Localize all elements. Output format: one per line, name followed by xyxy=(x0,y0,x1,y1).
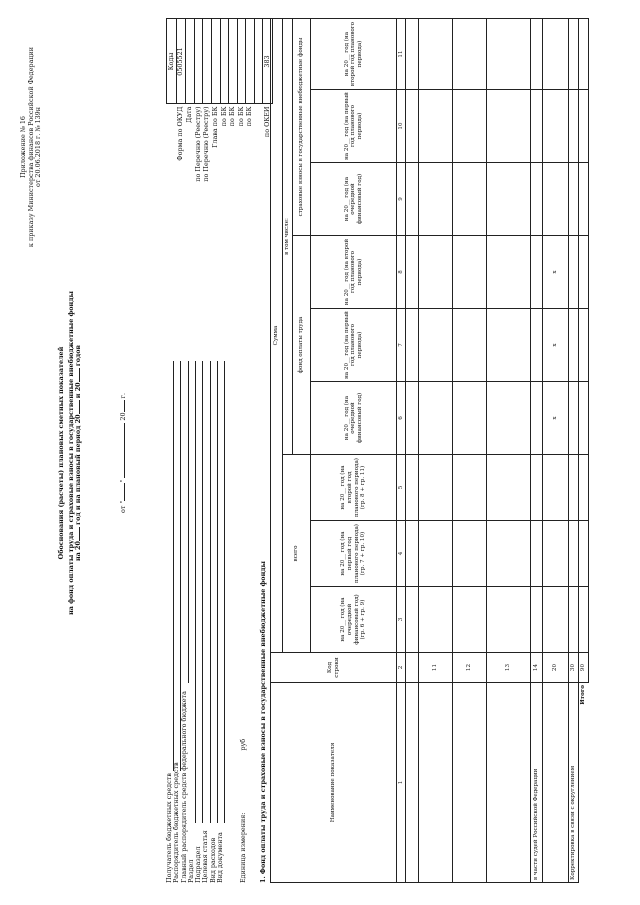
row-code: 20 xyxy=(543,653,569,683)
table-row xyxy=(453,19,487,883)
table-row xyxy=(406,19,419,883)
field-section: Раздел xyxy=(186,859,195,883)
section-title: 1. Фонд оплаты труда и страховые взносы в государственные внебюджетные фонды xyxy=(259,561,267,883)
code-label: по БК xyxy=(228,106,237,127)
total-row xyxy=(579,19,589,883)
col-total-second xyxy=(311,455,397,521)
code-label: по Перечню (Реестру) xyxy=(202,106,211,182)
document-title xyxy=(58,173,83,733)
date-quote-close: " xyxy=(119,479,127,483)
unit-row xyxy=(240,643,247,883)
field-line xyxy=(217,361,218,823)
table-row xyxy=(569,19,579,883)
cross-mark: x xyxy=(543,236,569,309)
year-label: на 20__ год (на очередной финансовый год) xyxy=(340,594,360,645)
field-line xyxy=(195,361,196,823)
main-table xyxy=(270,18,589,883)
row-name: Корректировка в связи с округлением xyxy=(569,683,579,883)
col-ins-second: на 20__ год (на второй год планового периода) xyxy=(311,19,397,90)
col-code-header: Код строки xyxy=(271,653,397,683)
row-name xyxy=(453,683,487,883)
col-ins-first: на 20__ год (на первый год планового периода) xyxy=(311,90,397,163)
col-num: 2 xyxy=(397,653,406,683)
col-num: 4 xyxy=(397,521,406,587)
approval-line-3: от 20.06.2018 г. № 139н xyxy=(34,107,43,187)
cross-mark: x xyxy=(543,382,569,455)
incl-header: в том числе: xyxy=(283,19,293,455)
title-year-mid2: и 20 xyxy=(74,382,83,399)
title-line-5 xyxy=(75,173,83,733)
codes-block xyxy=(166,19,273,309)
col-num: 11 xyxy=(397,19,406,90)
field-target-item: Целевая статья xyxy=(201,830,210,883)
row-code: 13 xyxy=(487,653,531,683)
code-value xyxy=(186,19,195,104)
col-num: 1 xyxy=(397,683,406,883)
title-line-1: Обоснования (расчеты) плановых сметных показателей xyxy=(57,346,65,560)
approval-line-2: к приказу Министерства финансов Российской Федерации xyxy=(26,46,35,248)
row-code: 30 xyxy=(569,653,579,683)
doc-type-hint xyxy=(224,643,231,883)
approval-line-1: Приложение № 16 xyxy=(19,115,27,179)
year-label: на 20__ год (на второй год планового периода) xyxy=(340,458,360,517)
field-line xyxy=(173,361,174,771)
code-label xyxy=(254,104,262,309)
row-code: 14 xyxy=(531,653,543,683)
sums-header: Сумма xyxy=(271,19,283,653)
table-row xyxy=(487,19,531,883)
field-chief-manager: Главный распорядитель средств федерального бюджета xyxy=(179,691,188,883)
codes-table xyxy=(166,19,273,310)
codes-header: Коды xyxy=(167,19,177,104)
year-label: на 20__ год (на первый год планового периода) xyxy=(340,524,360,583)
date-year-suffix: г. xyxy=(119,393,127,399)
header-fields xyxy=(166,643,247,883)
field-expense-type: Вид расходов xyxy=(208,837,217,883)
total-header: всего xyxy=(283,455,311,653)
code-label: по ОКЕИ xyxy=(262,106,271,138)
unit-value: руб xyxy=(238,738,247,751)
code-label: по БК xyxy=(236,106,245,127)
col-total-first xyxy=(311,521,397,587)
code-value xyxy=(229,19,238,104)
unit-label: Единица измерения: xyxy=(238,812,247,883)
field-line xyxy=(210,361,211,823)
row-name: в части судей Российской Федерации xyxy=(531,683,543,883)
col-num: 9 xyxy=(397,163,406,236)
row-code: 12 xyxy=(453,653,487,683)
col-fot-current: на 20__ год (на очередной финансовый год) xyxy=(311,382,397,455)
code-value: 0505521 xyxy=(176,19,186,104)
formula-label: (гр. 8 + гр. 11) xyxy=(360,465,367,510)
cross-mark: x xyxy=(543,309,569,382)
code-value xyxy=(194,19,203,104)
date-quote-open: от " xyxy=(119,500,127,513)
col-name-header: Наименование показателя xyxy=(271,683,397,883)
code-value xyxy=(220,19,229,104)
code-value xyxy=(237,19,246,104)
row-name xyxy=(406,683,419,883)
title-line-2: на фонд оплаты труда и страховые взносы в государственные внебюджетные фонды xyxy=(66,291,75,615)
insurance-header: страховые взносы в государственные внебюджетные фонды xyxy=(293,19,311,236)
field-line xyxy=(180,361,181,771)
field-subsection: Подраздел xyxy=(194,846,203,883)
column-numbers-row xyxy=(397,19,406,883)
col-fot-first: на 20__ год (на первый год планового периода) xyxy=(311,309,397,382)
date-row xyxy=(120,353,128,553)
code-label: по БК xyxy=(245,106,254,127)
fot-header: фонд оплаты труда xyxy=(293,236,311,455)
total-code: 90 xyxy=(579,653,589,683)
col-num: 8 xyxy=(397,236,406,309)
code-label: по Перечню (Реестру) xyxy=(193,106,202,182)
formula-label: (гр. 7 + гр. 10) xyxy=(360,531,367,576)
col-ins-current: на 20__ год (на очередной финансовый год) xyxy=(311,163,397,236)
row-code: 11 xyxy=(419,653,453,683)
col-total-current xyxy=(311,587,397,653)
row-name xyxy=(543,683,569,883)
code-label: Форма по ОКУД xyxy=(176,106,185,161)
code-label: Глава по БК xyxy=(210,106,219,148)
approval-block xyxy=(20,27,43,267)
field-line xyxy=(224,361,225,823)
code-value xyxy=(254,19,262,104)
title-year-mid: год и на плановый период 20 xyxy=(74,414,83,525)
code-value xyxy=(211,19,220,104)
code-label: по БК xyxy=(219,106,228,127)
row-code xyxy=(406,653,419,683)
total-label: Итого xyxy=(579,683,589,883)
title-year-post: годов xyxy=(74,345,83,367)
col-num: 5 xyxy=(397,455,406,521)
col-num: 7 xyxy=(397,309,406,382)
field-doc-type: Вид документа xyxy=(216,832,225,883)
col-num: 10 xyxy=(397,90,406,163)
title-year-pre: на 20 xyxy=(74,541,83,561)
field-manager: Распорядитель бюджетных средств xyxy=(172,762,181,883)
formula-label: (гр. 6 + гр. 9) xyxy=(360,599,367,640)
col-num: 3 xyxy=(397,587,406,653)
date-year: 20 xyxy=(119,412,127,421)
table-row xyxy=(419,19,453,883)
table-row xyxy=(543,19,569,883)
code-value xyxy=(203,19,212,104)
col-num: 6 xyxy=(397,382,406,455)
field-line xyxy=(202,361,203,823)
code-label: Дата xyxy=(185,106,194,123)
document-sheet xyxy=(16,19,622,883)
field-line xyxy=(188,361,189,683)
col-fot-second: на 20__ год (на второй год планового периода) xyxy=(311,236,397,309)
row-name xyxy=(419,683,453,883)
code-value: 383 xyxy=(263,19,273,104)
field-recipient: Получатель бюджетных средств xyxy=(165,773,173,883)
table-row xyxy=(531,19,543,883)
row-name xyxy=(487,683,531,883)
code-value xyxy=(246,19,255,104)
